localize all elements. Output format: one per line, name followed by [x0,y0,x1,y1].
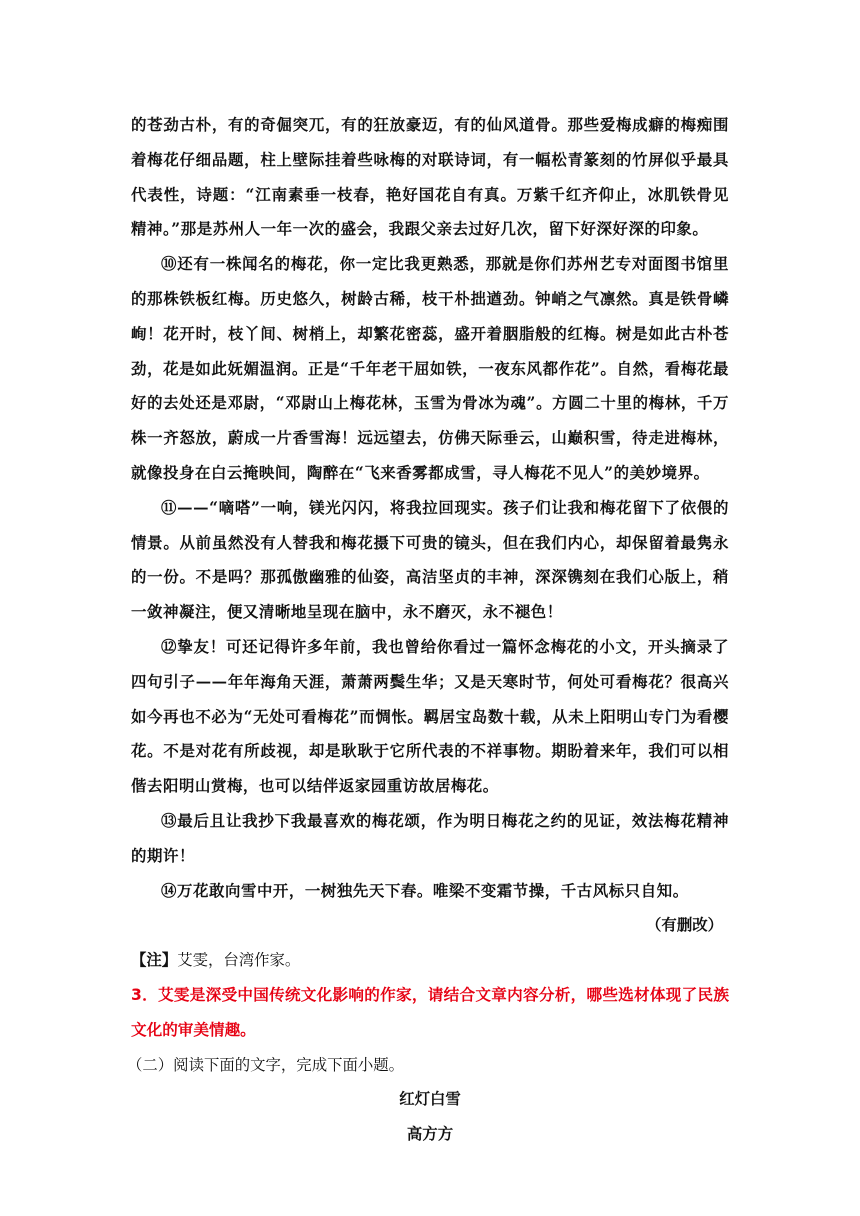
question-3: 3．艾雯是深受中国传统文化影响的作家，请结合文章内容分析，哪些选材体现了民族文化的审美情趣。 [131,985,729,1039]
paragraph-11: ⑪——“嘀嗒”一响，镁光闪闪，将我拉回现实。孩子们让我和梅花留下了依偎的情景。从前虽然没有人替我和梅花摄下可贵的镜头，但在我们内心，却保留着最隽永的一份。不是吗？那孤傲幽雅的仙姿，高洁坚贞的丰神，深深镌刻在我们心版上，稍一敛神凝注，便又清晰地呈现在脑中，永不磨灭，永不褪色！ [131,498,729,622]
edit-attribution: （有删改） [646,916,723,935]
note-label: 【注】 [131,951,178,970]
next-article-author: 高方方 [406,1125,454,1144]
next-article-title: 红灯白雪 [399,1090,461,1109]
paragraph-13: ⑬最后且让我抄下我最喜欢的梅花颂，作为明日梅花之约的见证，效法梅花精神的期许！ [131,811,729,865]
paragraph-14: ⑭万花敢向雪中开，一树独先天下春。唯梁不变霜节操，千古风标只自知。 [161,881,689,900]
section-heading: （二）阅读下面的文字，完成下面小题。 [127,1055,405,1074]
paragraph-10: ⑩还有一株闻名的梅花，你一定比我更熟悉，那就是你们苏州艺专对面图书馆里的那株铁板红梅。历史悠久，树龄古稀，枝干朴拙遒劲。钟峭之气凛然。真是铁骨嶙峋！花开时，枝丫间、树梢上，却繁花密蕊，盛开着胭脂般的红梅。树是如此古朴苍劲，花是如此妩媚温润。正是“千年老干屈如铁，一夜东风都作花”。自然，看梅花最好的去处还是邓尉，“邓尉山上梅花林，玉雪为骨冰为魂”。方圆二十里的梅林，千万株一齐怒放，蔚成一片香雪海！远远望去，仿佛天际垂云，山巅积雪，待走进梅林，就像投身在白云掩映间，陶醉在“飞来香雾都成雪，寻人梅花不见人”的美妙境界。 [131,255,729,482]
paragraph-9-continued: 的苍劲古朴，有的奇倔突兀，有的狂放豪迈，有的仙风道骨。那些爱梅成癖的梅痴围着梅花仔细品题，柱上壁际挂着些咏梅的对联诗词，有一幅松青篆刻的竹屏似乎最具代表性，诗题：“江南素垂一枝春，艳好国花自有真。万紫千红齐仰止，冰肌铁骨见精神。”那是苏州人一年一次的盛会，我跟父亲去过好几次，留下好深好深的印象。 [131,116,729,239]
author-note [131,943,729,978]
note-text: 艾雯，台湾作家。 [177,951,301,970]
document-body [127,108,729,1152]
paragraph-12: ⑫挚友！可还记得许多年前，我也曾给你看过一篇怀念梅花的小文，开头摘录了四句引子——年年海角天涯，萧萧两鬓生华；又是天寒时节，何处可看梅花？很高兴如今再也不必为“无处可看梅花”而惆怅。羁居宝岛数十载，从未上阳明山专门为看樱花。不是对花有所歧视，却是耿耿于它所代表的不祥事物。期盼着来年，我们可以相偕去阳明山赏梅，也可以结伴返家园重访故居梅花。 [131,637,729,796]
